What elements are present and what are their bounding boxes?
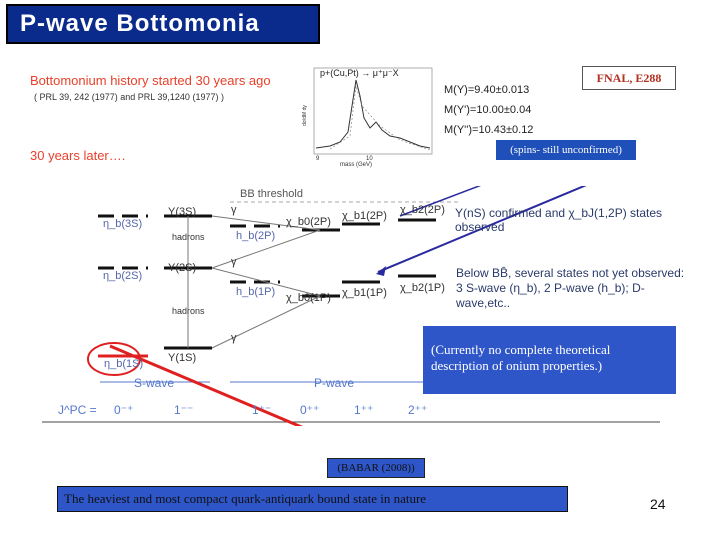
bb-threshold-label: BB threshold [240, 188, 303, 200]
plot-xtick: 10 [366, 156, 373, 162]
hadrons-label: hadrons [172, 306, 205, 316]
chi-b2-1p-label: χ_b2(1P) [400, 282, 445, 294]
page-number: 24 [650, 496, 666, 512]
jpc-value: 1⁻⁻ [174, 403, 194, 417]
mass-upsilon-3s: M(Υ'')=10.43±0.12 [444, 124, 534, 136]
upsilon-1s-label: Υ(1S) [168, 352, 197, 364]
s-wave-label: S-wave [134, 376, 175, 390]
confirmed-note: Υ(nS) confirmed and χ_bJ(1,2P) states observed [455, 206, 663, 234]
jpc-value: 0⁺⁺ [300, 403, 320, 417]
upsilon-2s-label: Υ(2S) [168, 262, 197, 274]
gamma-label: γ [231, 332, 237, 344]
gamma-label: γ [231, 204, 237, 216]
plot-ylabel: dσ/dM dy [302, 105, 308, 126]
chi-b0-2p-label: χ_b0(2P) [286, 216, 331, 228]
eta-b-3s-label: η_b(3S) [103, 218, 143, 230]
mass-upsilon-1s: M(Υ)=9.40±0.013 [444, 84, 530, 96]
history-heading: Bottomonium history started 30 years ago [30, 73, 271, 88]
below-threshold-note: Below BB̄, several states not yet observed: 3 S-wave (η_b), 2 P-wave (h_b); D-wave,etc.. [456, 266, 685, 310]
theory-note-box: (Currently no complete theoretical description of onium properties.) [423, 326, 676, 394]
later-heading: 30 years later…. [30, 148, 126, 163]
p-wave-label: P-wave [314, 376, 355, 390]
slide-title: P-wave Bottomonia [6, 4, 320, 44]
fnal-e288-box: FNAL, E288 [582, 66, 676, 90]
hb-1p-label: h_b(1P) [236, 286, 276, 298]
spins-unconfirmed-box: (spins- still unconfirmed) [496, 140, 636, 160]
eta-b-1s-label: η_b(1S) [104, 358, 144, 370]
eta-b-2s-label: η_b(2S) [103, 270, 143, 282]
e288-spectrum-plot [300, 66, 436, 168]
hadrons-label: hadrons [172, 232, 205, 242]
references: ( PRL 39, 242 (1977) and PRL 39,1240 (1977) ) [34, 92, 224, 102]
chi-b2-2p-label: χ_b2(2P) [400, 204, 445, 216]
gamma-label: γ [231, 256, 237, 268]
babar-box: (BABAR (2008)) [327, 458, 425, 478]
chi-b0-1p-label: χ_b0(1P) [286, 292, 331, 304]
plot-xlabel: mass (GeV) [340, 162, 373, 168]
jpc-value: 0⁻⁺ [114, 403, 134, 417]
jpc-value: 2⁺⁺ [408, 403, 428, 417]
hb-2p-label: h_b(2P) [236, 230, 276, 242]
plot-reaction: p+(Cu,Pt) → μ⁺μ⁻X [320, 68, 399, 78]
chi-b1-2p-label: χ_b1(2P) [342, 210, 387, 222]
plot-xtick: 9 [316, 156, 320, 162]
jpc-label: J^PC = [58, 403, 97, 417]
chi-b1-1p-label: χ_b1(1P) [342, 287, 387, 299]
upsilon-3s-label: Υ(3S) [168, 206, 197, 218]
mass-upsilon-2s: M(Υ')=10.00±0.04 [444, 104, 532, 116]
jpc-value: 1⁺⁺ [354, 403, 374, 417]
bottom-note-box: The heaviest and most compact quark-antiquark bound state in nature [57, 486, 568, 512]
jpc-value: 1⁺⁻ [252, 403, 272, 417]
